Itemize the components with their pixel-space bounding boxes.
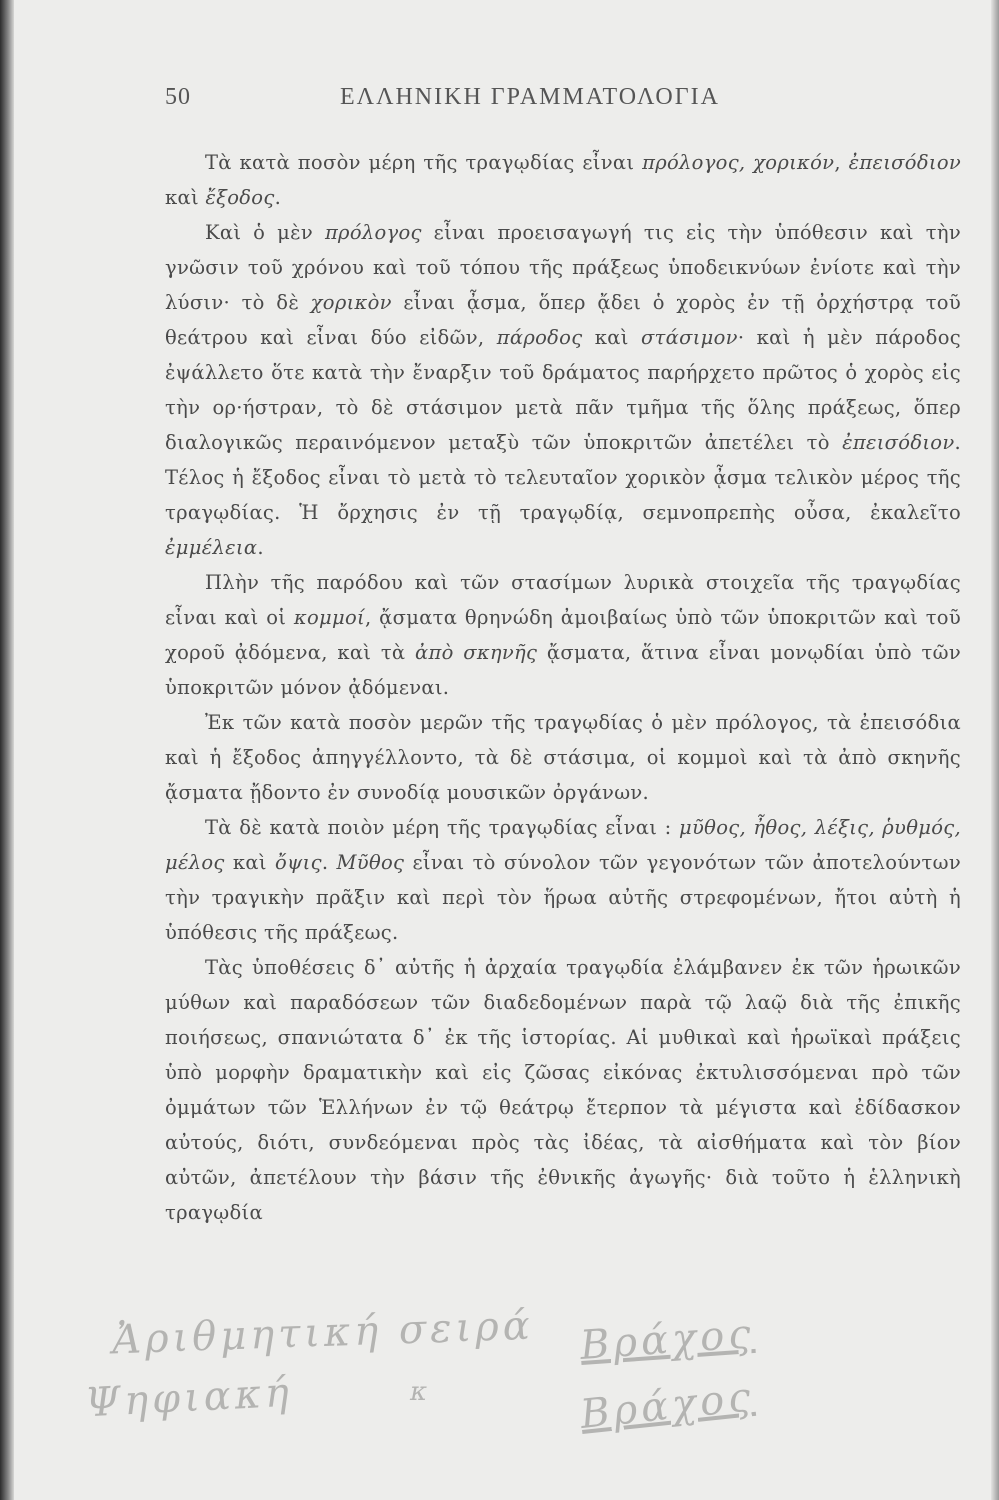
- italic-term: Μῦθος: [336, 851, 405, 874]
- text-run: .: [257, 536, 264, 559]
- body-text: [165, 145, 961, 1230]
- text-run: Καὶ ὁ μὲν: [205, 221, 325, 244]
- text-run: Τὰ δὲ κατὰ ποιὸν μέρη τῆς τραγῳδίας εἶναι :: [205, 816, 680, 839]
- paragraph: [165, 565, 961, 705]
- text-run: Ἐκ τῶν κατὰ ποσὸν μερῶν τῆς τραγῳδίας ὁ μὲν πρόλογος, τὰ ἐπεισόδια καὶ ἡ ἔξοδος ἀπηγγέλλοντο, τὰ δὲ στάσιμα, οἱ κομμοὶ καὶ τὰ ἀπὸ σκηνῆς ᾄσματα ᾔδοντο ἐν συνοδίᾳ μουσικῶν ὀργάνων.: [165, 711, 961, 804]
- text-run: εἶναι ᾆσμα, ὅπερ ᾄδει ὁ χορὸς ἐν τῇ ὀρχήστρᾳ τοῦ θεάτρου καὶ εἶναι δύο εἰδῶν,: [165, 291, 961, 349]
- handwritten-note-2: Ψηφιακή: [83, 1369, 295, 1427]
- text-run: Τὰ κατὰ ποσὸν μέρη τῆς τραγῳδίας εἶναι: [205, 151, 643, 174]
- italic-term: ἀπὸ σκηνῆς: [415, 641, 538, 664]
- paragraph: [165, 145, 961, 215]
- paragraph: [165, 215, 961, 565]
- italic-term: ἐμμέλεια: [165, 536, 258, 559]
- paragraph: [165, 705, 961, 810]
- text-run: καὶ: [582, 326, 641, 349]
- italic-term: κομμοί: [293, 606, 365, 629]
- text-run: Τὰς ὑποθέσεις δ᾽ αὐτῆς ἡ ἀρχαία τραγῳδία ἐλάμβανεν ἐκ τῶν ἡρωικῶν μύθων καὶ παραδόσεων τῶν διαδεδομένων παρὰ τῷ λαῷ διὰ τῆς ἐπικῆς ποιήσεως, σπανιώτατα δ᾽ ἐκ τῆς ἱστορίας. Αἱ μυθικαὶ καὶ ἡρωϊκαὶ πράξεις ὑπὸ μορφὴν δραματικὴν καὶ εἰς ζῶσας εἰκόνας ἐκτυλισσόμεναι πρὸ τῶν ὀμμάτων τῶν Ἑλλήνων ἐν τῷ θεάτρῳ ἔτερπον τὰ μέγιστα καὶ ἐδίδασκον αὐτούς, διότι, συνδεόμεναι πρὸς τὰς ἰδέας, τὰ αἰσθήματα καὶ τὸν βίον αὐτῶν, ἀπετέλουν τὴν βάσιν τῆς ἐθνικῆς ἀγωγῆς· διὰ τοῦτο ἡ ἑλληνικὴ τραγῳδία: [165, 956, 961, 1224]
- handwritten-notes: [0, 1302, 999, 1455]
- page-right-edge: [991, 0, 999, 1500]
- handwritten-mark-3: Βράχος: [578, 1373, 757, 1439]
- text-run: , ᾄσματα θρηνώδη ἀμοιβαίως ὑπὸ τῶν ὑποκριτῶν καὶ τοῦ χοροῦ ᾀδόμενα, καὶ τὰ: [165, 606, 961, 664]
- paragraph: [165, 810, 961, 950]
- text-run: Πλὴν τῆς παρόδου καὶ τῶν στασίμων λυρικὰ στοιχεῖα τῆς τραγῳδίας εἶναι καὶ οἱ: [165, 571, 961, 629]
- text-run: εἶναι τὸ σύνολον τῶν γεγονότων τῶν ἀποτελούντων τὴν τραγικὴν πρᾶξιν καὶ περὶ τὸν ἥρωα αὐτῆς στρεφομένων, ἤτοι αὐτὴ ἡ ὑπόθεσις τῆς πράξεως.: [165, 851, 962, 944]
- text-run: · καὶ ἡ μὲν πάροδος ἐψάλλετο ὅτε κατὰ τὴν ἔναρξιν τοῦ δράματος παρήρχετο πρῶτος ὁ χορὸς εἰς τὴν ορ·ήστραν, τὸ δὲ στάσιμον μετὰ πᾶν τμῆμα τῆς ὅλης πράξεως, ὅπερ διαλογικῶς περαινόμενον μεταξὺ τῶν ὑποκριτῶν ἀπετέλει τὸ: [165, 326, 961, 454]
- page-binding-edge: [0, 0, 14, 1500]
- text-run: ᾄσματα, ἅτινα εἶναι μονῳδίαι ὑπὸ τῶν ὑποκριτῶν μόνον ᾀδόμεναι.: [165, 641, 961, 699]
- text-run: .: [321, 851, 337, 874]
- italic-term: πρόλογος: [324, 221, 422, 244]
- handwritten-mark-1: Βράχος: [578, 1310, 757, 1370]
- paragraph: [165, 950, 961, 1230]
- text-run: .: [274, 186, 282, 209]
- text-run: καὶ: [165, 186, 206, 209]
- running-title: ΕΛΛΗΝΙΚΗ ΓΡΑΜΜΑΤΟΛΟΓΙΑ: [340, 84, 720, 110]
- text-run: εἶναι προεισαγωγή τις εἰς τὴν ὑπόθεσιν καὶ τὴν γνῶσιν τοῦ χρόνου καὶ τοῦ τόπου τῆς πράξεως ὑποδεικνύων ἐνίοτε καὶ τὴν λύσιν· τὸ δὲ: [165, 221, 962, 314]
- text-run: ,: [834, 151, 849, 174]
- italic-term: πάροδος: [496, 326, 583, 349]
- text-run: . Τέλος ἡ ἔξοδος εἶναι τὸ μετὰ τὸ τελευταῖον χορικὸν ᾆσμα τελικὸν μέρος τῆς τραγῳδίας. Ἡ ὄρχησις ἐν τῇ τραγῳδίᾳ, σεμνοπρεπὴς οὖσα, ἐκαλεῖτο: [165, 431, 961, 524]
- italic-term: ἐπεισόδιον: [848, 151, 962, 174]
- handwritten-mark-2: κ: [410, 1377, 432, 1407]
- italic-term: ὄψις: [275, 851, 322, 874]
- italic-term: ἐπεισόδιον: [842, 431, 955, 454]
- italic-term: στάσιμον: [640, 326, 738, 349]
- handwritten-note-1: Ἀριθμητική σειρά: [111, 1302, 535, 1364]
- italic-term: ἔξοδος: [205, 186, 275, 209]
- page-header: [165, 84, 949, 124]
- italic-term: χορικὸν: [310, 291, 392, 314]
- text-run: καὶ: [224, 851, 275, 874]
- italic-term: πρόλογος, χορικόν: [642, 151, 835, 174]
- page-number: 50: [165, 84, 191, 110]
- italic-term: μῦθος, ἦθος, λέξις, ῥυθμός, μέλος: [165, 816, 961, 874]
